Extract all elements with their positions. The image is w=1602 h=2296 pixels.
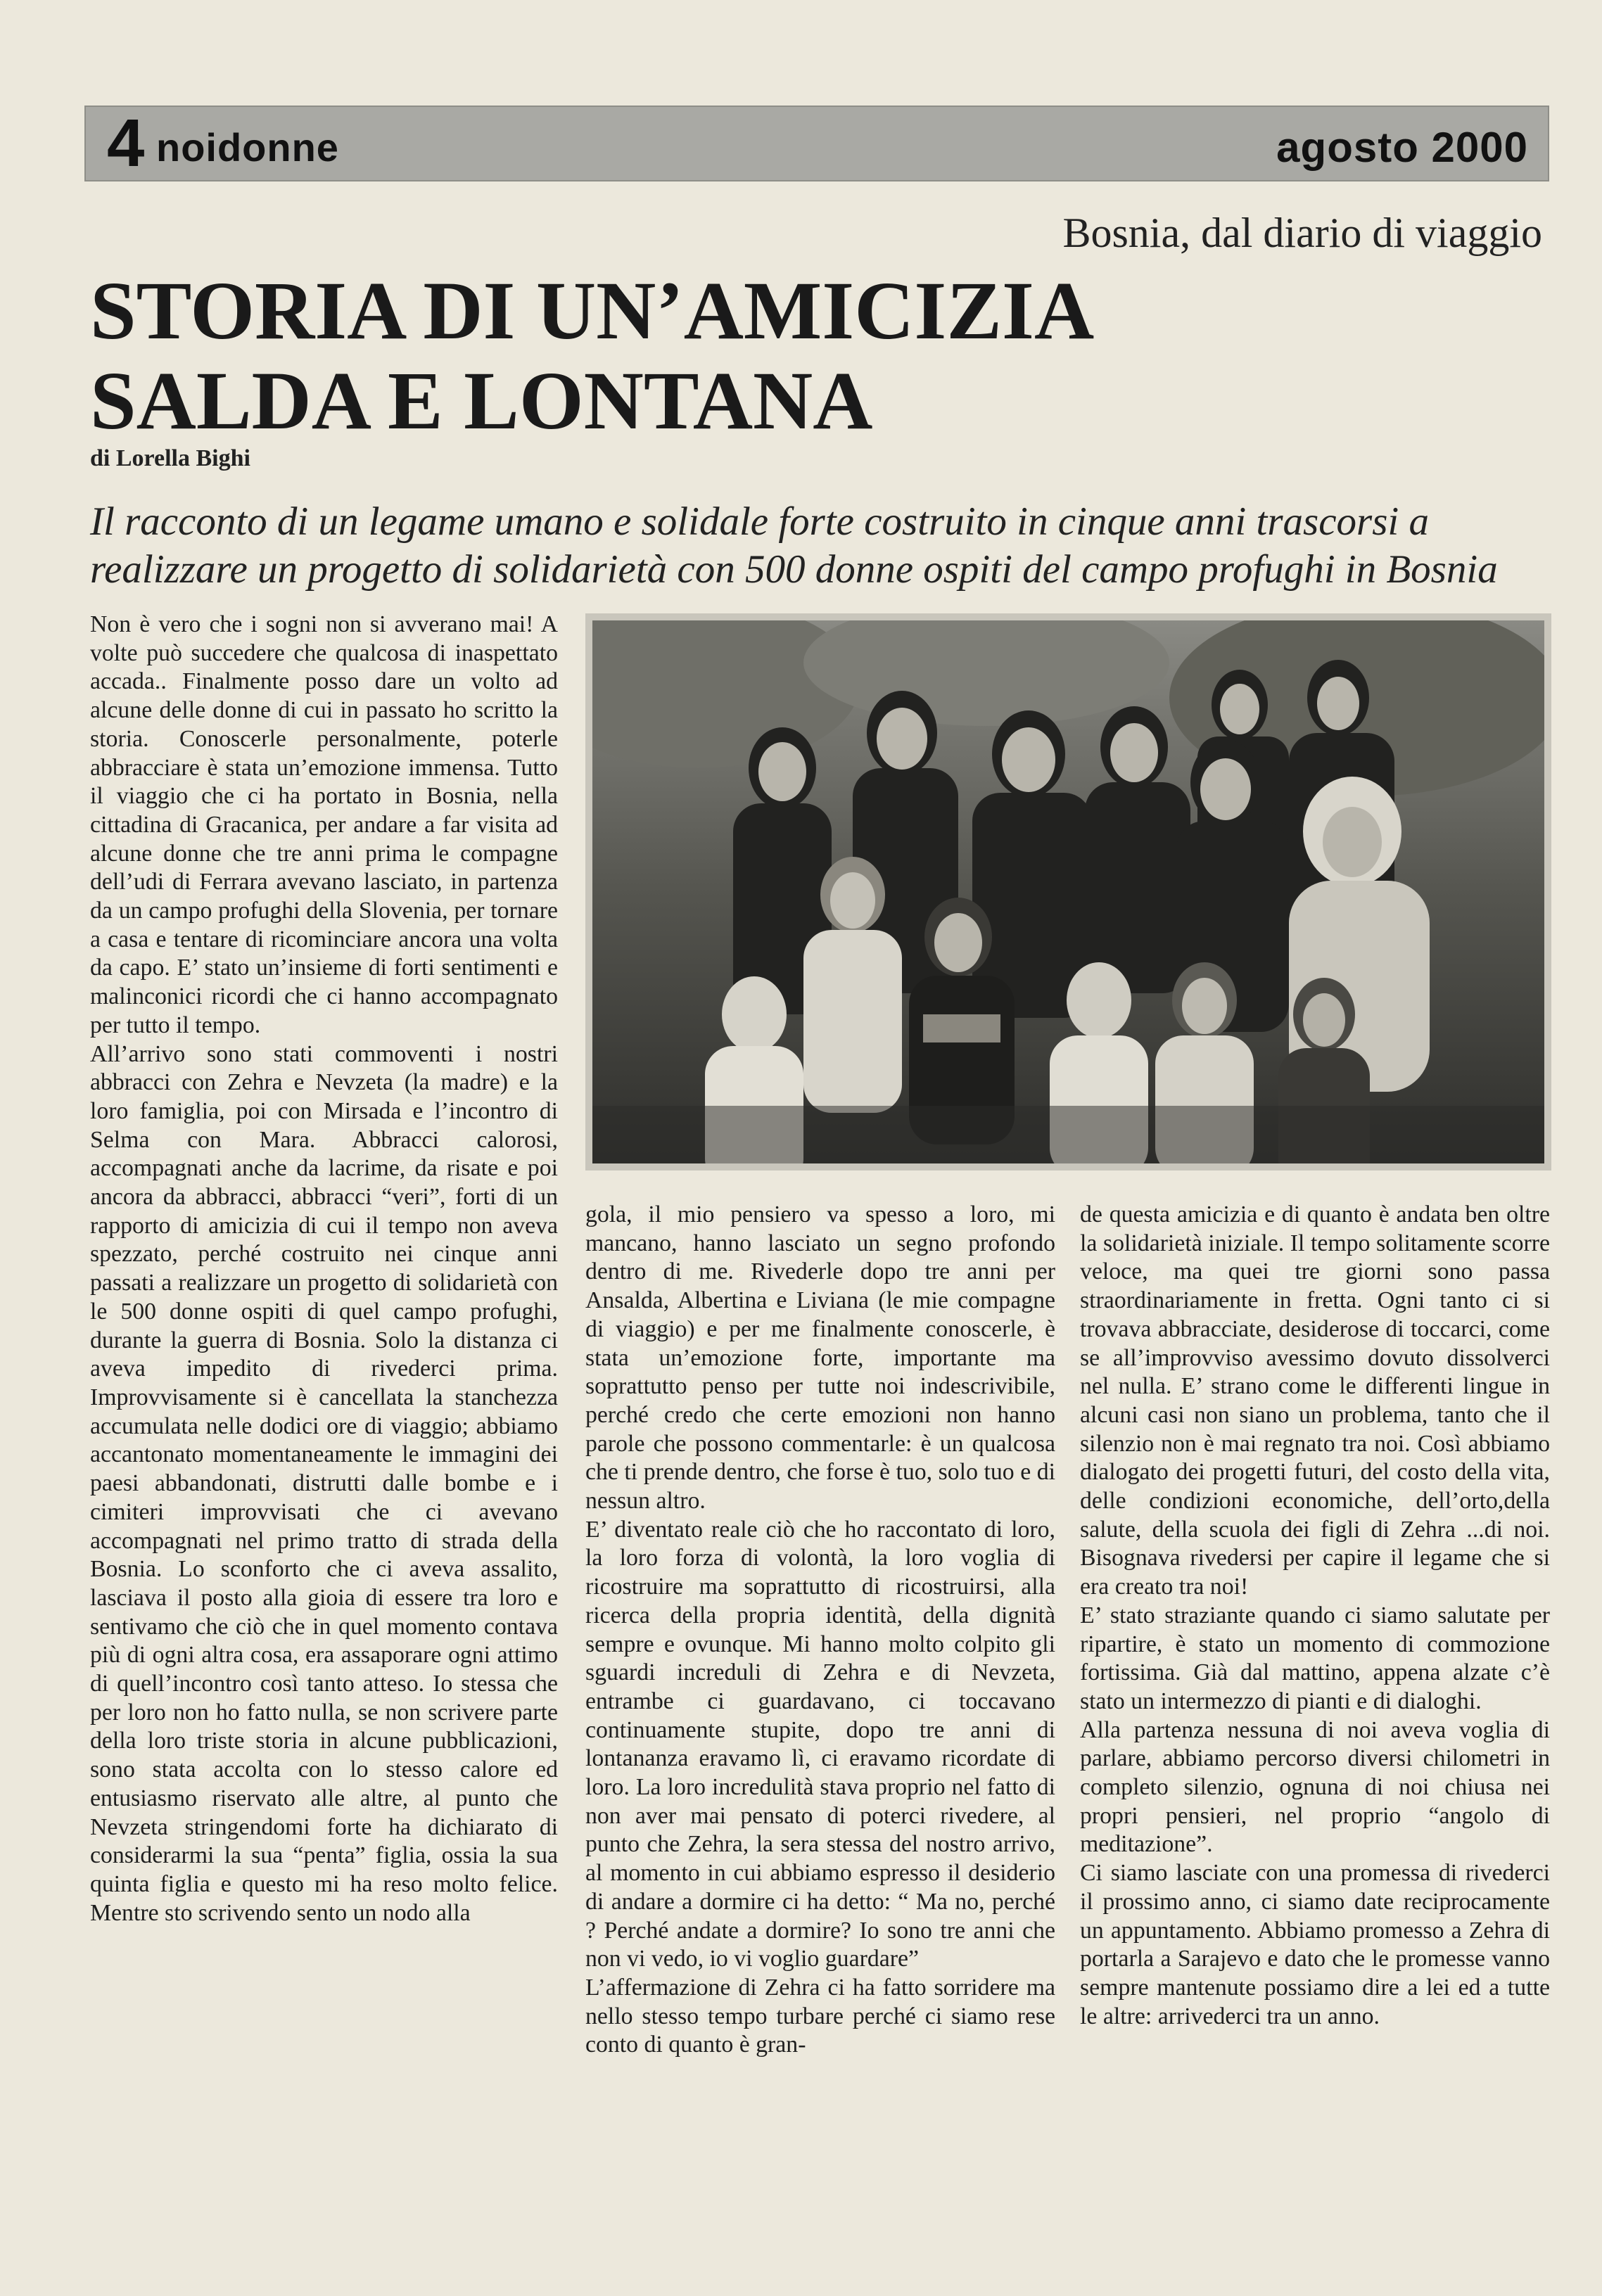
paragraph: gola, il mio pensiero va spesso a loro, mi mancano, hanno lasciato un segno profondo dentro di me. Rivederle dopo tre anni per Ansalda, Albertina e Liviana (le mie compagne di viaggio) e per me finalmente conoscerle, è stata un’emozione forte, importante ma soprattutto penso per tutte noi indescrivibile, perché credo che certe emozioni non hanno parole che possono commentarle: è un qualcosa che ti prende dentro, che forse è tuo, solo tuo e di nessun altro. [585, 1201, 1055, 1514]
paragraph: Ci siamo lasciate con una promessa di rivederci il prossimo anno, ci siamo date reciprocamente un appuntamento. Abbiamo promesso a Zehra di portarla a Sarajevo e dato che le promesse vanno sempre mantenute possiamo dire a lei ed a tutte le altre: arrivederci tra un anno. [1080, 1860, 1550, 2029]
article-column-2 [585, 1201, 1055, 2060]
paragraph: All’arrivo sono stati commoventi i nostri abbracci con Zehra e Nevzeta (la madre) e la loro famiglia, poi con Mirsada e l’incontro di Selma con Mara. Abbracci calorosi, accompagnati anche da lacrime, da risate e poi ancora da abbracci, abbracci “veri”, forti di un rapporto di amicizia di cui il tempo non aveva spezzato, perché costruito nei cinque anni passati a realizzare un progetto di solidarietà con le 500 donne ospiti di quel campo profughi, durante la guerra di Bosnia. Solo la distanza ci aveva impedito di rivederci prima. Improvvisamente si è cancellata la stanchezza accumulata nelle dodici ore di viaggio; abbiamo accantonato momentaneamente le immagini dei paesi abbandonati, distrutti dalle bombe e i cimiteri improvvisati che ci avevano accompagnati nel primo tratto di strada della Bosnia. Lo sconforto che ci aveva assalito, lasciava il posto alla gioia di essere tra loro e sentivamo che ciò che in quel momento contava più di ogni altra cosa, era assaporare ogni attimo di quell’incontro così tanto atteso. Io stessa che per loro non ho fatto nulla, se non scrivere parte della loro triste storia in alcune pubblicazioni, sono stata accolta con lo stesso calore ed entusiasmo riservato alle altre, al punto che Nevzeta stringendomi forte ha dichiarato di considerarmi la sua “penta” figlia, ossia la sua quinta figlia e questo mi ha reso molto felice. Mentre sto scrivendo sento un nodo alla [90, 1040, 558, 1926]
publication-name: noidonne [156, 125, 339, 170]
standfirst: Il racconto di un legame umano e solidale forte costruito in cinque anni trascorsi a realizzare un progetto di solidarietà con 500 donne ospiti del campo profughi in Bosnia [90, 499, 1498, 592]
paragraph: L’affermazione di Zehra ci ha fatto sorridere ma nello stesso tempo turbare perché ci siamo rese conto di quanto è gran- [585, 1974, 1055, 2058]
paragraph: Non è vero che i sogni non si avverano mai! A volte può succedere che qualcosa di inaspettato accada.. Finalmente posso dare un volto ad alcune delle donne di cui in passato ho scritto la storia. Conoscerle personalmente, poterle abbracciare è stata un’emozione immensa. Tutto il viaggio che ci ha portato in Bosnia, nella cittadina di Gracanica, per andare a far visita ad alcune donne che tre anni prima le compagne dell’udi di Ferrara avevano lasciato, in partenza da un campo profughi della Slovenia, per tornare a casa e tentare di ricominciare ancora una volta da capo. E’ stato un’insieme di forti sentimenti e malinconici ricordi che ci hanno accompagnato per tutto il tempo. [90, 611, 558, 1038]
headline-line-2: SALDA E LONTANA [90, 355, 873, 447]
group-photo [585, 613, 1551, 1171]
page-header [84, 106, 1549, 181]
paragraph: de questa amicizia e di quanto è andata ben oltre la solidarietà iniziale. Il tempo solitamente scorre veloce, ma quei tre giorni sono passa straordinariamente in fretta. Ogni tanto ci si trovava abbracciate, desiderose di toccarci, come se all’improvviso avessimo dovuto dissolverci nel nulla. E’ strano come le differenti lingue in alcuni casi non siano un problema, tanto che il silenzio non è mai regnato tra noi. Così abbiamo dialogato dei progetti futuri, del costo della vita, delle condizioni economiche, dell’orto,della salute, della scuola dei figli di Zehra ...di noi. Bisognava rivedersi per capire il legame che si era creato tra noi! [1080, 1201, 1550, 1600]
page-number: 4 [107, 106, 145, 181]
paragraph: Alla partenza nessuna di noi aveva voglia di parlare, abbiamo percorso diversi chilometri in completo silenzio, ognuna di noi chiusa nei propri pensieri, nel proprio “angolo di meditazione”. [1080, 1716, 1550, 1858]
paragraph: E’ diventato reale ciò che ho raccontato di loro, la loro forza di volontà, la loro voglia di ricostruire ma soprattutto di ricostruirsi, alla ricerca della propria identità, della dignità sempre e ovunque. Mi hanno molto colpito gli sguardi increduli di Zehra e di Nevzeta, entrambe ci guardavano, ci toccavano continuamente stupite, dopo tre anni di lontananza eravamo lì, ci eravamo ricordate di loro. La loro incredulità stava proprio nel fatto di non aver mai pensato di poterci rivedere, al punto che Zehra, la sera stessa del nostro arrivo, al momento in cui abbiamo espresso il desiderio di andare a dormire ci ha detto: “ Ma no, perché ? Perché andate a dormire? Io sono tre anni che non vi vedo, io vi voglio guardare” [585, 1516, 1055, 1972]
headline-line-1: STORIA DI UN’AMICIZIA [90, 264, 1095, 357]
issue-date: agosto 2000 [1276, 124, 1528, 171]
article-column-1 [90, 611, 558, 1927]
paragraph: E’ stato straziante quando ci siamo salutate per ripartire, è stato un momento di commozione fortissima. Già dal mattino, appena alzate c’è stato un intermezzo di pianti e di dialoghi. [1080, 1602, 1550, 1714]
photo-illustration [592, 620, 1544, 1163]
byline: di Lorella Bighi [90, 445, 250, 471]
article-kicker: Bosnia, dal diario di viaggio [1062, 210, 1542, 256]
article-column-3 [1080, 1201, 1550, 2031]
article-headline [90, 266, 1427, 446]
